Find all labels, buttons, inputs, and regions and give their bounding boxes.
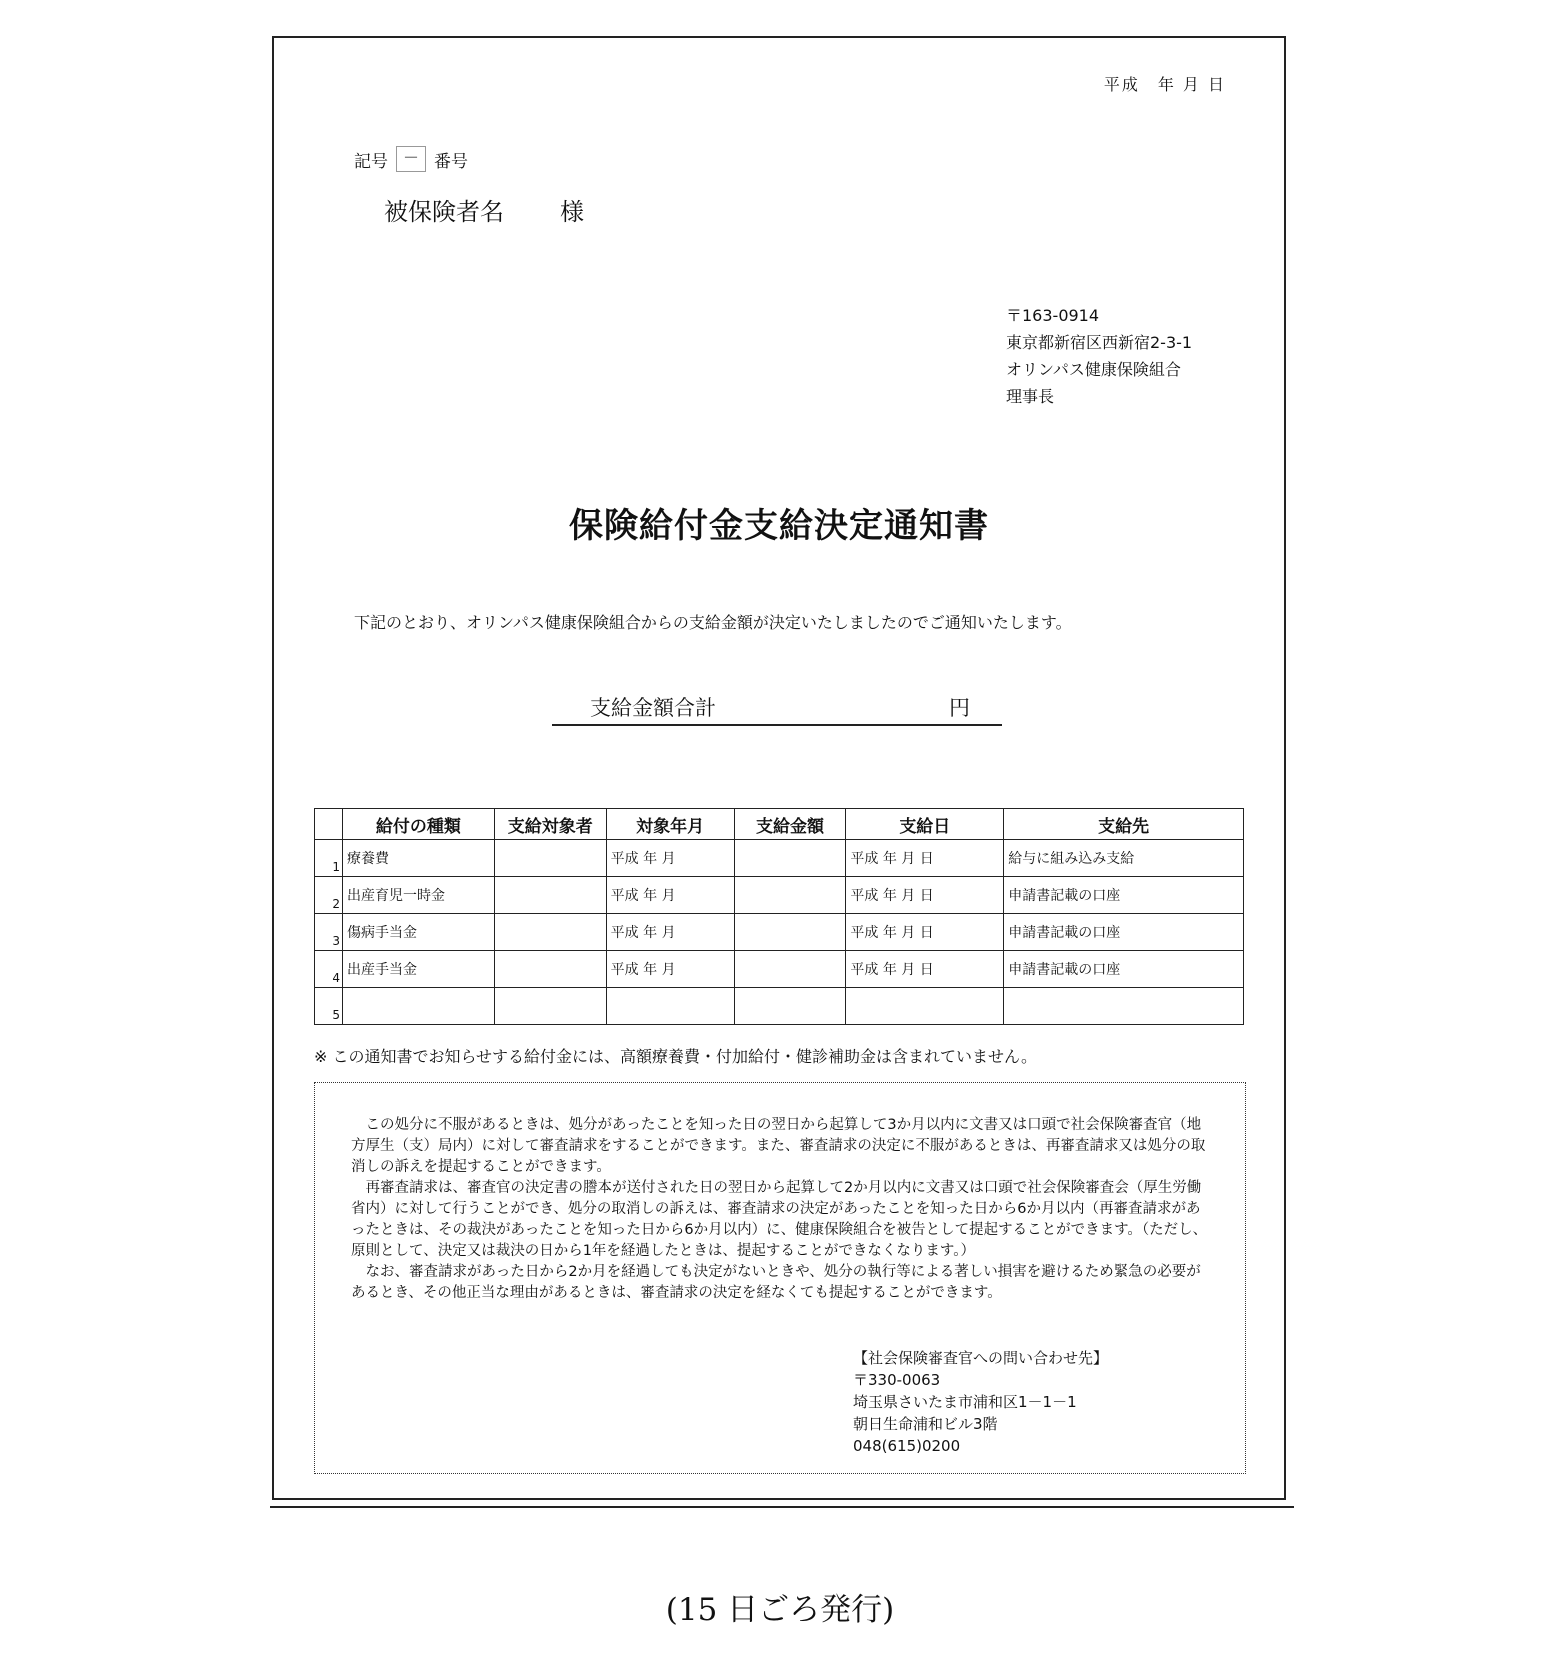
insured-label: 被保険者名 — [384, 198, 504, 226]
row-number: 4 — [315, 951, 343, 988]
document-title: 保険給付金支給決定通知書 — [569, 506, 989, 546]
notice-document — [272, 36, 1286, 1500]
col-header-type: 給付の種類 — [342, 809, 494, 840]
benefit-table — [314, 808, 1244, 1025]
table-row — [315, 877, 1244, 914]
table-row — [315, 914, 1244, 951]
table-row — [315, 988, 1244, 1025]
cell-person — [494, 951, 606, 988]
row-number: 2 — [315, 877, 343, 914]
exclusion-note: ※ この通知書でお知らせする給付金には、高額療養費・付加給付・健診補助金は含まれていません。 — [314, 1047, 1037, 1066]
cell-month — [606, 988, 734, 1025]
cell-dest: 申請書記載の口座 — [1004, 914, 1244, 951]
contact-heading: 【社会保険審査官への問い合わせ先】 — [853, 1349, 1109, 1367]
cell-amount — [734, 914, 846, 951]
cell-person — [494, 914, 606, 951]
cell-date: 平成 年 月 日 — [846, 840, 1004, 877]
appeal-notice-box — [314, 1082, 1246, 1474]
cell-month: 平成 年 月 — [606, 877, 734, 914]
cell-amount — [734, 840, 846, 877]
col-header-person: 支給対象者 — [494, 809, 606, 840]
cell-amount — [734, 877, 846, 914]
kigo-bango-line — [354, 146, 468, 172]
col-header-dest: 支給先 — [1004, 809, 1244, 840]
cell-type: 傷病手当金 — [342, 914, 494, 951]
issue-caption: (15 日ごろ発行) — [665, 1592, 895, 1628]
contact-postal: 〒330-0063 — [853, 1371, 941, 1389]
contact-block — [853, 1347, 1108, 1457]
cell-date: 平成 年 月 日 — [846, 951, 1004, 988]
cell-dest — [1004, 988, 1244, 1025]
bango-label: 番号 — [434, 151, 468, 172]
total-amount-line — [552, 692, 1002, 726]
contact-phone: 048(615)0200 — [853, 1437, 961, 1455]
cell-date: 平成 年 月 日 — [846, 914, 1004, 951]
honorific: 様 — [560, 198, 584, 226]
row-number: 5 — [315, 988, 343, 1025]
sender-postal: 〒163-0914 — [1006, 306, 1100, 325]
table-row — [315, 840, 1244, 877]
cell-dest: 給与に組み込み支給 — [1004, 840, 1244, 877]
insured-name-line — [384, 192, 584, 227]
appeal-notice-text — [351, 1115, 1211, 1304]
col-header-month: 対象年月 — [606, 809, 734, 840]
table-row — [315, 951, 1244, 988]
cell-dest: 申請書記載の口座 — [1004, 877, 1244, 914]
notice-paragraph: なお、審査請求があった日から2か月を経過しても決定がないときや、処分の執行等による著しい損害を避けるため緊急の必要があるとき、その他正当な理由があるときは、審査請求の決定を経なくても提起することができます。 — [351, 1264, 1201, 1301]
bottom-rule — [270, 1506, 1294, 1508]
total-unit: 円 — [949, 696, 970, 720]
intro-text: 下記のとおり、オリンパス健康保険組合からの支給金額が決定いたしましたのでご通知いたします。 — [354, 613, 1072, 632]
cell-type: 出産育児一時金 — [342, 877, 494, 914]
cell-type: 出産手当金 — [342, 951, 494, 988]
table-header-row — [315, 809, 1244, 840]
cell-date: 平成 年 月 日 — [846, 877, 1004, 914]
col-header-amount: 支給金額 — [734, 809, 846, 840]
sender-block — [1006, 302, 1192, 410]
kigo-label: 記号 — [354, 151, 388, 172]
row-number: 1 — [315, 840, 343, 877]
sender-address: 東京都新宿区西新宿2-3-1 — [1006, 333, 1193, 352]
cell-month: 平成 年 月 — [606, 914, 734, 951]
contact-address: 埼玉県さいたま市浦和区1－1－1 — [853, 1393, 1077, 1411]
contact-building: 朝日生命浦和ビル3階 — [853, 1415, 998, 1433]
notice-paragraph: この処分に不服があるときは、処分があったことを知った日の翌日から起算して3か月以内に文書又は口頭で社会保険審査官（地方厚生（支）局内）に対して審査請求をすることができます。また、審査請求の決定に不服があるときは、再審査請求又は処分の取消しの訴えを提起することができます。 — [351, 1117, 1206, 1175]
issue-date: 平成 年 月 日 — [1103, 75, 1226, 94]
row-number: 3 — [315, 914, 343, 951]
notice-paragraph: 再審査請求は、審査官の決定書の謄本が送付された日の翌日から起算して2か月以内に文書又は口頭で社会保険審査会（厚生労働省内）に対して行うことができ、処分の取消しの訴えは、審査請求の決定があったことを知った日から6か月以内（再審査請求があったときは、その裁決があったことを知った日から6か月以内）に、健康保険組合を被告として提起することができます。（ただし、原則として、決定又は裁決の日から1年を経過したときは、提起することができなくなります。） — [351, 1180, 1208, 1259]
sender-title: 理事長 — [1006, 387, 1055, 406]
cell-month: 平成 年 月 — [606, 951, 734, 988]
cell-type: 療養費 — [342, 840, 494, 877]
sender-org: オリンパス健康保険組合 — [1006, 360, 1181, 379]
col-header-date: 支給日 — [846, 809, 1004, 840]
cell-amount — [734, 951, 846, 988]
col-header-no — [315, 809, 343, 840]
cell-date — [846, 988, 1004, 1025]
total-label: 支給金額合計 — [590, 696, 716, 720]
cell-month: 平成 年 月 — [606, 840, 734, 877]
cell-dest: 申請書記載の口座 — [1004, 951, 1244, 988]
cell-person — [494, 840, 606, 877]
kigo-box: － — [396, 146, 426, 172]
cell-type — [342, 988, 494, 1025]
cell-amount — [734, 988, 846, 1025]
cell-person — [494, 988, 606, 1025]
cell-person — [494, 877, 606, 914]
